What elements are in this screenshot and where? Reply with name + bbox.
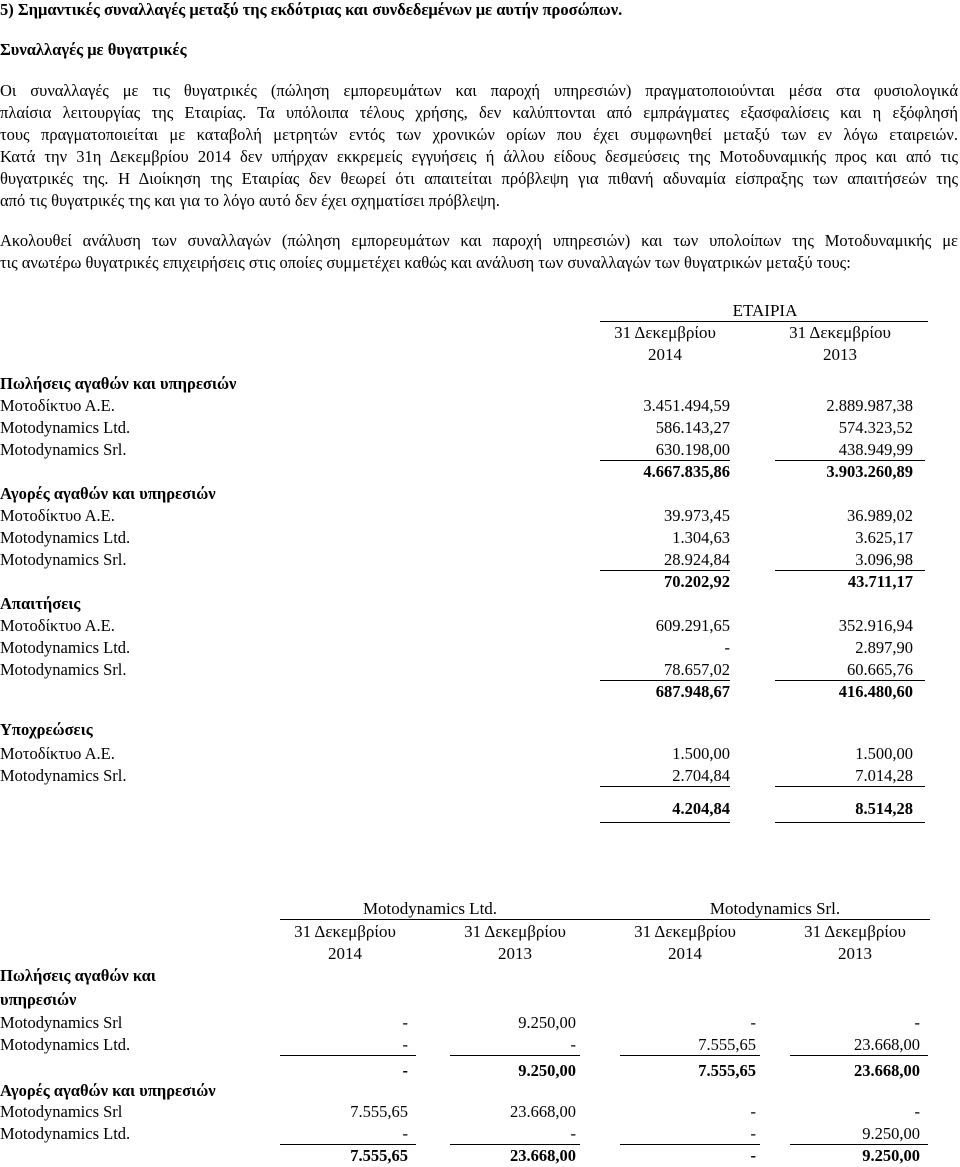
- table-total-cell: 7.555,65: [350, 1146, 408, 1165]
- table1-purchases-title: Αγορές αγαθών και υπηρεσιών: [0, 484, 216, 503]
- table1-total-rule: [775, 460, 925, 461]
- table-row-label: Motodynamics Srl.: [0, 550, 127, 569]
- table-cell: 2.704,84: [672, 766, 730, 785]
- section-heading: 5) Σημαντικές συναλλαγές μεταξύ της εκδότριας και συνδεδεμένων με αυτήν προσώπων.: [0, 0, 623, 19]
- table2-total-rule: [790, 1144, 928, 1145]
- table-cell: -: [750, 1013, 756, 1032]
- table-cell: 586.143,27: [655, 418, 730, 437]
- table-cell: 7.555,65: [350, 1102, 408, 1121]
- table-total-cell: 9.250,00: [518, 1061, 576, 1080]
- table1-total-rule: [775, 680, 925, 681]
- table1-total-rule: [775, 570, 925, 571]
- table-row-label: Μοτοδίκτυο Α.Ε.: [0, 506, 115, 525]
- paragraph1-line: Οι συναλλαγές με τις θυγατρικές (πώληση εμπορευμάτων και παροχή υπηρεσιών) πραγματοποιούνται μέσα στα φυσιολογικά: [0, 81, 958, 100]
- table-row-label: Μοτοδίκτυο Α.Ε.: [0, 744, 115, 763]
- table-row-label: Motodynamics Ltd.: [0, 1124, 131, 1143]
- table-total-cell: 23.668,00: [854, 1061, 920, 1080]
- table1-total-underline: [775, 822, 925, 823]
- table-cell: 352.916,94: [838, 616, 913, 635]
- table-row-label: Motodynamics Srl: [0, 1013, 123, 1032]
- table-cell: 7.555,65: [698, 1035, 756, 1054]
- table1-total-rule: [600, 680, 730, 681]
- table-cell: 438.949,99: [838, 440, 913, 459]
- table-total-cell: 687.948,67: [655, 682, 730, 701]
- table2-total-rule: [280, 1055, 416, 1056]
- table-cell: 3.451.494,59: [643, 396, 730, 415]
- paragraph1-line: Κατά την 31η Δεκεμβρίου 2014 δεν υπήρχαν εκκρεμείς εγγυήσεις ή άλλου είδους δεσμεύσεις της Μοτοδυναμικής προς και από τις: [0, 147, 958, 166]
- table1-total-rule: [600, 786, 730, 787]
- table-cell: -: [750, 1124, 756, 1143]
- table-total-cell: 43.711,17: [847, 572, 913, 591]
- table-cell: -: [402, 1124, 408, 1143]
- table2-group2-header: Motodynamics Srl.: [709, 899, 841, 918]
- table1-receivables-title: Απαιτήσεις: [0, 594, 81, 613]
- table2-total-rule: [450, 1055, 580, 1056]
- table-row-label: Motodynamics Srl: [0, 1102, 123, 1121]
- table-row-label: Μοτοδίκτυο Α.Ε.: [0, 396, 115, 415]
- table-cell: 2.897,90: [855, 638, 913, 657]
- table2-total-rule: [280, 1144, 416, 1145]
- table-row-label: Motodynamics Srl.: [0, 440, 127, 459]
- table1-total-rule: [600, 570, 730, 571]
- table2-col1-header: 31 Δεκεμβρίου 2014: [294, 922, 396, 963]
- paragraph1-line: από τις θυγατρικές της και για το λόγο αυτό δεν έχει σχηματίσει πρόβλεψη.: [0, 191, 500, 210]
- paragraph2-line: τις ανωτέρω θυγατρικές επιχειρήσεις στις οποίες συμμετέχει καθώς και ανάλυση των συναλλαγών των θυγατρικών μεταξύ τους:: [0, 253, 851, 272]
- table1-col2-header: 31 Δεκεμβρίου 2013: [789, 323, 891, 364]
- table2-header-rule: [280, 919, 930, 920]
- table-cell: 78.657,02: [664, 660, 730, 679]
- table1-total-rule: [600, 460, 730, 461]
- table-cell: 9.250,00: [518, 1013, 576, 1032]
- subsection-heading: Συναλλαγές με θυγατρικές: [0, 40, 187, 59]
- table-cell: 609.291,65: [655, 616, 730, 635]
- table-cell: 23.668,00: [510, 1102, 576, 1121]
- table1-total-rule: [775, 786, 925, 787]
- paragraph2-line: Ακολουθεί ανάλυση των συναλλαγών (πώληση εμπορευμάτων και παροχή υπηρεσιών) και των υπολοίπων της Μοτοδυναμικής με: [0, 231, 958, 250]
- table-row-label: Motodynamics Ltd.: [0, 1035, 131, 1054]
- table2-col2-header: 31 Δεκεμβρίου 2013: [464, 922, 566, 963]
- paragraph1-line: θυγατρικές της. Η Διοίκηση της Εταιρίας δεν θεωρεί ότι απαιτείται πρόβλεψη για πιθανή αδυναμία είσπραξης των απαιτήσεών της: [0, 169, 958, 188]
- table2-total-rule: [450, 1144, 580, 1145]
- table-cell: 9.250,00: [862, 1124, 920, 1143]
- table-row-label: Motodynamics Ltd.: [0, 638, 131, 657]
- paragraph1-line: πλαίσια λειτουργίας της Εταιρίας. Τα υπόλοιπα τέλους χρήσης, δεν καλύπτονται από εμπράγματες εξασφαλίσεις και η εξόφλησή: [0, 103, 958, 122]
- table2-group1-header: Motodynamics Ltd.: [362, 899, 498, 918]
- table-total-cell: 9.250,00: [862, 1146, 920, 1165]
- table2-total-rule: [620, 1144, 760, 1145]
- table-total-cell: 416.480,60: [838, 682, 913, 701]
- table2-total-rule: [790, 1055, 928, 1056]
- table-cell: -: [914, 1013, 920, 1032]
- table2-col3-header: 31 Δεκεμβρίου 2014: [634, 922, 736, 963]
- table-cell: 60.665,76: [847, 660, 913, 679]
- table-cell: 23.668,00: [854, 1035, 920, 1054]
- table-row-label: Motodynamics Ltd.: [0, 418, 131, 437]
- table-total-cell: -: [750, 1146, 756, 1165]
- table-cell: 1.304,63: [672, 528, 730, 547]
- table-cell: 39.973,45: [664, 506, 730, 525]
- table2-sales-title: Πωλήσεις αγαθών και: [0, 966, 156, 985]
- table-cell: -: [570, 1124, 576, 1143]
- table-total-cell: -: [402, 1061, 408, 1080]
- table2-total-rule: [620, 1055, 760, 1056]
- table-cell: 630.198,00: [655, 440, 730, 459]
- table1-col1-header: 31 Δεκεμβρίου 2014: [614, 323, 716, 364]
- table-cell: -: [914, 1102, 920, 1121]
- table-total-cell: 4.204,84: [672, 799, 730, 818]
- table-total-cell: 70.202,92: [664, 572, 730, 591]
- table-row-label: Motodynamics Srl.: [0, 660, 127, 679]
- table-cell: 28.924,84: [664, 550, 730, 569]
- table-total-cell: 8.514,28: [855, 799, 913, 818]
- table1-payables-title: Υποχρεώσεις: [0, 720, 93, 739]
- table-cell: -: [570, 1035, 576, 1054]
- table1-sales-title: Πωλήσεις αγαθών και υπηρεσιών: [0, 374, 237, 393]
- table2-col4-header: 31 Δεκεμβρίου 2013: [804, 922, 906, 963]
- table-total-cell: 4.667.835,86: [643, 462, 730, 481]
- table-total-cell: 3.903.260,89: [826, 462, 913, 481]
- table-cell: 574.323,52: [838, 418, 913, 437]
- table-row-label: Μοτοδίκτυο Α.Ε.: [0, 616, 115, 635]
- table-cell: 36.989,02: [847, 506, 913, 525]
- table-cell: -: [402, 1035, 408, 1054]
- table-cell: -: [724, 638, 730, 657]
- table-cell: 2.889.987,38: [826, 396, 913, 415]
- table-row-label: Motodynamics Srl.: [0, 766, 127, 785]
- table1-total-underline: [600, 822, 730, 823]
- table2-sales-title: υπηρεσιών: [0, 990, 77, 1009]
- table-cell: 1.500,00: [672, 744, 730, 763]
- paragraph1-line: τους πραγματοποιείται με καταβολή μετρητών εντός των χρονικών ορίων που έχει συμφωνηθεί μεταξύ των εν λόγω εταιρειών.: [0, 125, 958, 144]
- table1-group-header: ΕΤΑΙΡΙΑ: [732, 301, 798, 320]
- table-cell: -: [402, 1013, 408, 1032]
- table-total-cell: 7.555,65: [698, 1061, 756, 1080]
- table-cell: 3.625,17: [855, 528, 913, 547]
- table-cell: 1.500,00: [855, 744, 913, 763]
- table-row-label: Motodynamics Ltd.: [0, 528, 131, 547]
- table-cell: 7.014,28: [855, 766, 913, 785]
- table2-purchases-title: Αγορές αγαθών και υπηρεσιών: [0, 1081, 216, 1100]
- table-cell: 3.096,98: [855, 550, 913, 569]
- table-total-cell: 23.668,00: [510, 1146, 576, 1165]
- table-cell: -: [750, 1102, 756, 1121]
